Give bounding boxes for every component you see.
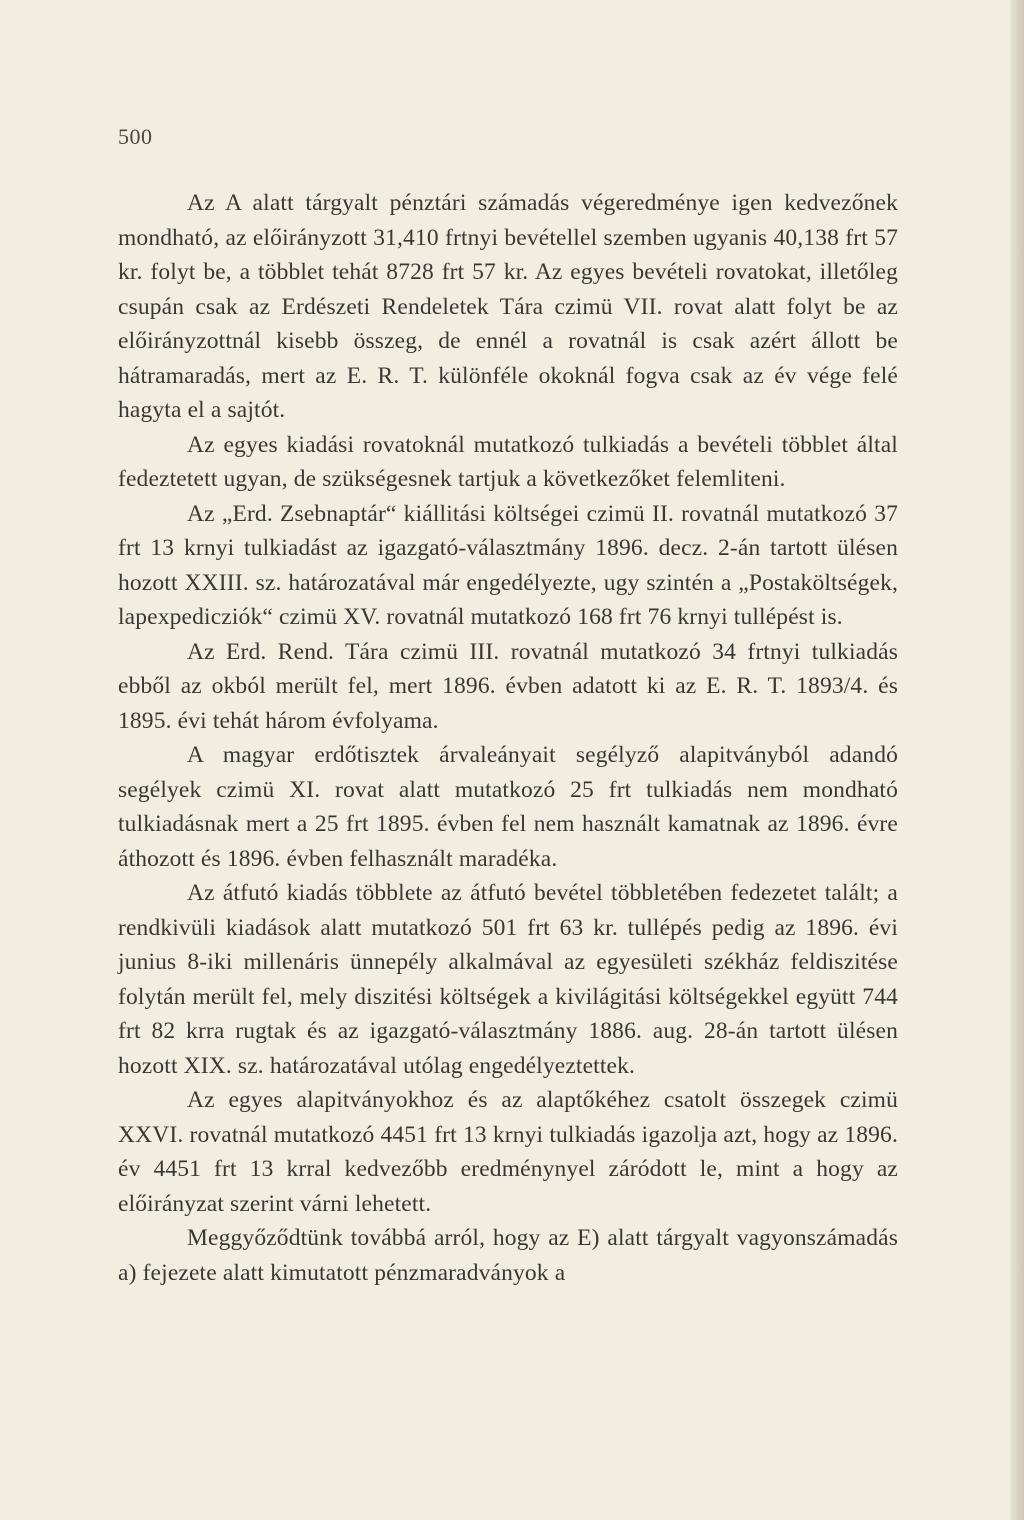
paragraph: Az Erd. Rend. Tára czimü III. rovatnál mutatkozó 34 frtnyi tulkiadás ebből az okból merült fel, mert 1896. évben adatott ki az E. R. T. 1893/4. és 1895. évi tehát három évfolyama. bbox=[118, 638, 898, 734]
paragraph: Az egyes kiadási rovatoknál mutatkozó tulkiadás a bevételi többlet által fedeztetett ugyan, de szükségesnek tartjuk a következőket felemliteni. bbox=[118, 431, 898, 492]
paragraph: A magyar erdőtisztek árvaleányait segélyző alapitványból adandó segélyek czimü XI. rovat alatt mutatkozó 25 frt tulkiadás nem mondható tulkiadásnak mert a 25 frt 1895. évben fel nem használt kamatnak az 1896. évre áthozott és 1896. évben felhasznált maradéka. bbox=[118, 742, 898, 872]
page-edge bbox=[1010, 0, 1024, 1520]
paragraph: Az A alatt tárgyalt pénztári számadás végeredménye igen kedvezőnek mondható, az előirányzott 31,410 frtnyi bevétellel szemben ugyanis 40,138 frt 57 kr. folyt be, a többlet tehát 8728 frt 57 kr. Az egyes bevételi rovatokat, illetőleg csupán csak az Erdészeti Rendeletek Tára czimü VII. rovat alatt folyt be az előirányzottnál kisebb összeg, de ennél a rovatnál is csak azért állott be hátramaradás, mert az E. R. T. különféle okoknál fogva csak az év vége felé hagyta el a sajtót. bbox=[118, 190, 898, 423]
page-number: 500 bbox=[118, 124, 153, 149]
paragraph: Az egyes alapitványokhoz és az alaptőkéhez csatolt összegek czimü XXVI. rovatnál mutatkozó 4451 frt 13 krnyi tulkiadás igazolja azt, hogy az 1896. év 4451 frt 13 krral kedvezőbb eredménynyel záródott le, mint a hogy az előirányzat szerint várni lehetett. bbox=[118, 1087, 898, 1217]
paragraph: Az átfutó kiadás többlete az átfutó bevétel többletében fedezetet talált; a rendkivüli kiadások alatt mutatkozó 501 frt 63 kr. tullépés pedig az 1896. évi junius 8-iki millenáris ünnepély alkalmával az egyesületi székház feldiszitése folytán merült fel, mely diszitési költségek a kivilágitási költségekkel együtt 744 frt 82 krra rugtak és az igazgató-választmány 1886. aug. 28-án tartott ülésen hozott XIX. sz. határozatával utólag engedélyeztettek. bbox=[118, 880, 898, 1079]
paragraph: Meggyőződtünk továbbá arról, hogy az E) alatt tárgyalt vagyonszámadás a) fejezete alatt kimutatott pénzmaradványok a bbox=[118, 1225, 898, 1286]
body-text bbox=[118, 186, 898, 1290]
paragraph: Az „Erd. Zsebnaptár“ kiállitási költségei czimü II. rovatnál mutatkozó 37 frt 13 krnyi tulkiadást az igazgató-választmány 1896. decz. 2-án tartott ülésen hozott XXIII. sz. határozatával már engedélyezte, ugy szintén a „Postaköltségek, lapexpedicziók“ czimü XV. rovatnál mutatkozó 168 frt 76 krnyi tullépést is. bbox=[118, 500, 898, 630]
